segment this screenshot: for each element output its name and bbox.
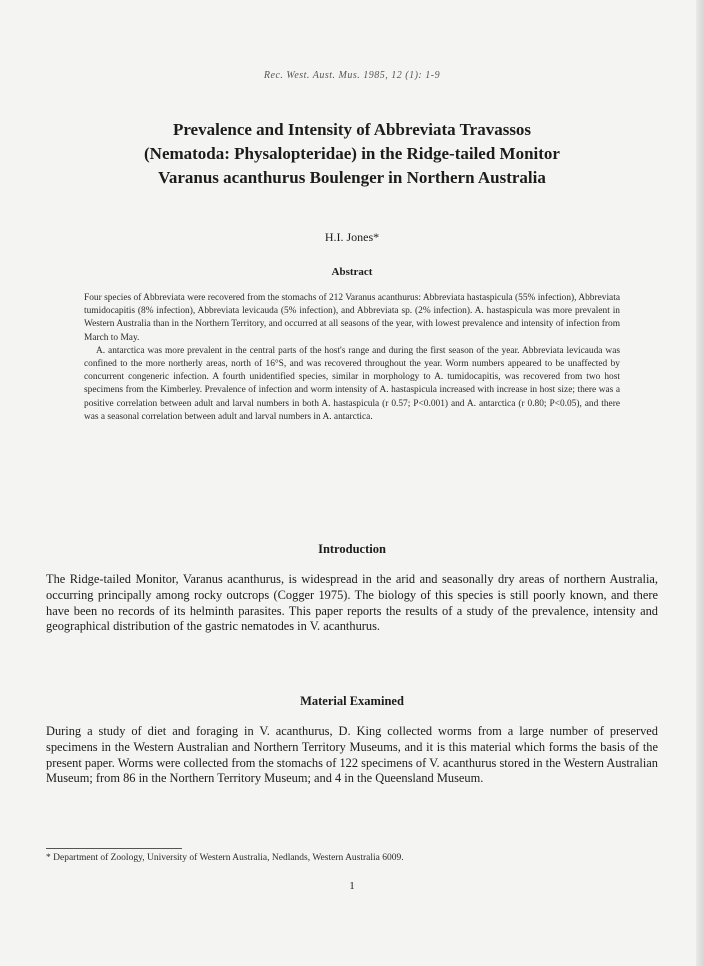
paper-title [70,118,634,190]
page-edge-shadow [696,0,704,966]
material-paragraph: During a study of diet and foraging in V. acanthurus, D. King collected worms from a large number of preserved specimens in the Western Australian and Northern Territory Museums, and it is this material which forms the basis of the present paper. Worms were collected from the stomachs of 122 specimens of V. acanthurus stored in the Western Australian Museum; from 86 in the Northern Territory Museum; and 4 in the Queensland Museum. [46,724,658,786]
introduction-heading: Introduction [318,542,386,556]
footnote: * Department of Zoology, University of Western Australia, Nedlands, Western Australia 6009. [46,853,404,863]
abstract-heading: Abstract [331,266,373,278]
abstract-body [84,292,620,424]
material-body [46,724,658,787]
abstract-paragraph-2: A. antarctica was more prevalent in the central parts of the host's range and during the first season of the year. Abbreviata levicauda was confined to the more northerly areas, north of 16°S, and was recovered throughout the year. Worm numbers appeared to be unaffected by concurrent congeneric infection. A fourth unidentified species, similar in morphology to A. tumidocapitis, was recovered from two host specimens from the Kimberley. Prevalence of infection and worm intensity of A. hastaspicula increased with increase in host size; there was a positive correlation between adult and larval numbers in both A. hastaspicula (r 0.57; P<0.001) and A. antarctica (r 0.80; P<0.05), and there was a seasonal correlation between adult and larval numbers in A. antarctica. [84,345,620,422]
page-number: 1 [349,880,355,892]
material-heading: Material Examined [300,694,404,708]
footnote-rule [46,848,182,849]
title-line-3: Varanus acanthurus Boulenger in Northern Australia [158,168,546,187]
title-line-2: (Nematoda: Physalopteridae) in the Ridge-tailed Monitor [144,144,560,163]
introduction-paragraph: The Ridge-tailed Monitor, Varanus acanthurus, is widespread in the arid and seasonally dry areas of northern Australia, occurring principally among rocky outcrops (Cogger 1975). The biology of this species is still poorly known, and there have been no records of its helminth parasites. This paper reports the results of a study of the prevalence, intensity and geographical distribution of the gastric nematodes in V. acanthurus. [46,572,658,634]
introduction-body [46,572,658,635]
abstract-paragraph-1: Four species of Abbreviata were recovered from the stomachs of 212 Varanus acanthurus: Abbreviata hastaspicula (55% infection), Abbreviata tumidocapitis (8% infection), Abbreviata levicauda (5% infection), and Abbreviata sp. (2% infection). A. hastaspicula was more prevalent in Western Australia than in the Northern Territory, and occurred at all seasons of the year, with lowest prevalence and intensity of infection from March to May. [84,293,620,343]
title-line-1: Prevalence and Intensity of Abbreviata Travassos [172,120,532,139]
author-name: H.I. Jones* [324,230,380,244]
running-head: Rec. West. Aust. Mus. 1985, 12 (1): 1-9 [263,70,441,81]
